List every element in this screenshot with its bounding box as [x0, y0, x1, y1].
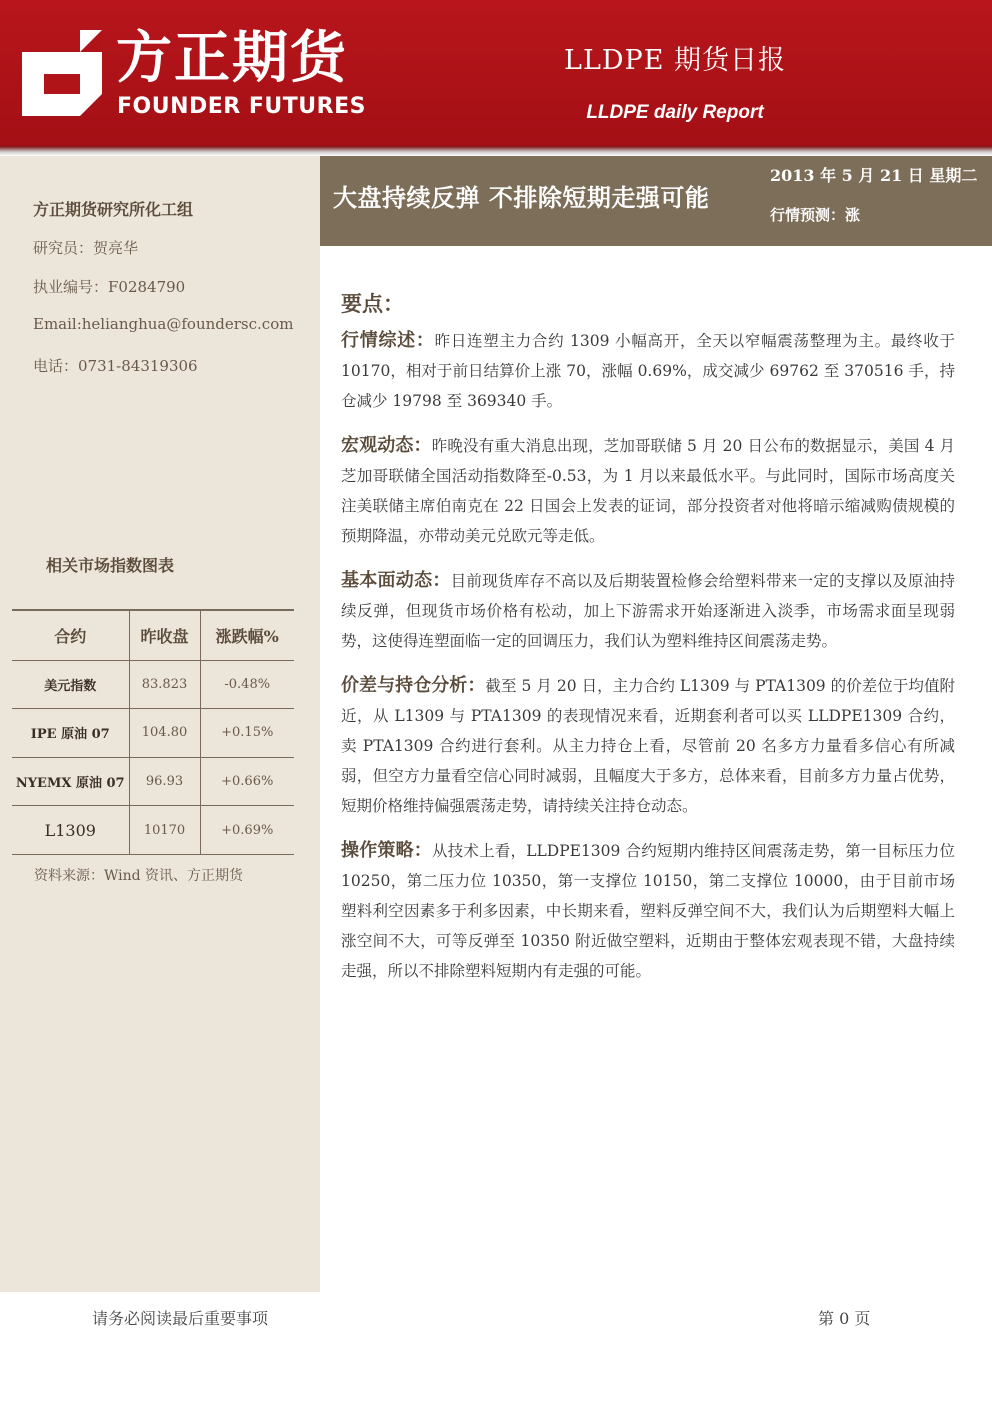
table-source: 资料来源：Wind 资讯、方正期货 [34, 868, 244, 884]
table-row [12, 660, 294, 709]
table-cell: IPE 原油 07 [12, 709, 129, 758]
table-header-cell: 昨收盘 [129, 610, 200, 660]
table-row [12, 806, 294, 855]
table-row [12, 709, 294, 758]
section-fundamentals [341, 566, 955, 656]
report-date: 2013 年 5 月 21 日 星期二 [770, 166, 978, 185]
report-title: LLDPE 期货日报 [564, 45, 786, 76]
table-cell: NYEMX 原油 07 [12, 757, 129, 806]
table-row [12, 757, 294, 806]
section-text: 昨日连塑主力合约 1309 小幅高开，全天以窄幅震荡整理为主。最终收于 10170，相对于前日结算价上涨 70，涨幅 0.69%，成交减少 69762 至 370516 手，持仓减少 19798 至 369340 手。 [341, 332, 956, 410]
sidebar-phone: 电话：0731-84319306 [33, 357, 198, 375]
section-text: 目前现货库存不高以及后期装置检修会给塑料带来一定的支撑以及原油持续反弹，但现货市场价格有松动，加上下游需求开始逐渐进入淡季，市场需求面呈现弱势，这使得连塑面临一定的回调压力，我们认为塑料维持区间震荡走势。 [341, 572, 955, 650]
table-cell: +0.66% [221, 773, 274, 789]
table-cell: 美元指数 [12, 660, 129, 709]
report-subtitle: LLDPE daily Report [586, 102, 764, 123]
sidebar-license: 执业编号：F0284790 [33, 278, 186, 296]
brand-name-cn: 方正期货 [116, 26, 348, 91]
footer-notice: 请务必阅读最后重要事项 [92, 1309, 269, 1328]
table-cell: 10170 [129, 806, 200, 855]
table-header-cell: 合约 [12, 610, 129, 660]
section-label: 基本面动态： [341, 570, 451, 591]
table-cell: 104.80 [129, 709, 200, 758]
page-number: 第 0 页 [818, 1309, 871, 1328]
section-market-review [341, 326, 955, 416]
main-content [341, 288, 955, 1001]
sidebar-email: Email:helianghua@foundersc.com [33, 315, 294, 333]
table-cell: L1309 [12, 806, 129, 855]
table-cell: +0.69% [221, 822, 274, 838]
table-header-cell: 涨跌幅% [215, 626, 279, 646]
section-strategy [341, 836, 955, 986]
section-text: 昨晚没有重大消息出现，芝加哥联储 5 月 20 日公布的数据显示，美国 4 月芝加哥联储全国活动指数降至-0.53，为 1 月以来最低水平。与此同时，国际市场高度关注美联储主席伯南克在 22 日国会上发表的证词，部分投资者对他将暗示缩减购债规模的预期降温，亦带动美元兑欧元等走低。 [341, 437, 955, 545]
table-cell: 83.823 [129, 660, 200, 709]
section-label: 价差与持仓分析： [341, 675, 486, 696]
keypoints-heading: 要点： [341, 291, 404, 316]
sidebar-org: 方正期货研究所化工组 [33, 200, 194, 219]
section-spread-position [341, 671, 955, 821]
section-text: 截至 5 月 20 日，主力合约 L1309 与 PTA1309 的价差位于均值附近，从 L1309 与 PTA1309 的表现情况来看，近期套利者可以买 LLDPE1309 合约，卖 PTA1309 合约进行套利。从主力持仓上看，尽管前 20 名多方力量看多信心有所减弱，但空方力量看空信心同时减弱，且幅度大于多方，总体来看，目前多方力量占优势，短期价格维持偏强震荡走势，请持续关注持仓动态。 [341, 677, 956, 815]
market-forecast: 行情预测：涨 [770, 206, 861, 224]
sidebar-researcher: 研究员：贺亮华 [33, 239, 139, 257]
table-cell: -0.48% [224, 676, 271, 692]
founder-logo-icon [22, 30, 102, 116]
table-header-row [12, 610, 294, 660]
headline-title: 大盘持续反弹 不排除短期走强可能 [333, 183, 710, 212]
table-cell: 96.93 [129, 757, 200, 806]
brand-name-en: FOUNDER FUTURES [117, 94, 366, 119]
section-macro [341, 431, 955, 551]
market-table-title: 相关市场指数图表 [46, 556, 175, 575]
section-label: 行情综述： [341, 330, 435, 351]
section-label: 宏观动态： [341, 435, 432, 456]
table-cell: +0.15% [221, 725, 274, 741]
header-shadow [0, 146, 992, 156]
market-index-table [12, 609, 294, 855]
section-text: 从技术上看，LLDPE1309 合约短期内维持区间震荡走势，第一目标压力位 10250，第二压力位 10350，第一支撑位 10150，第二支撑位 10000，由于目前市场塑料利空因素多于利多因素，中长期来看，塑料反弹空间不大，我们认为后期塑料大幅上涨空间不大，可等反弹至 10350 附近做空塑料，近期由于整体宏观表现不错，大盘持续走强，所以不排除塑料短期内有走强的可能。 [341, 842, 955, 980]
section-label: 操作策略： [341, 840, 432, 861]
